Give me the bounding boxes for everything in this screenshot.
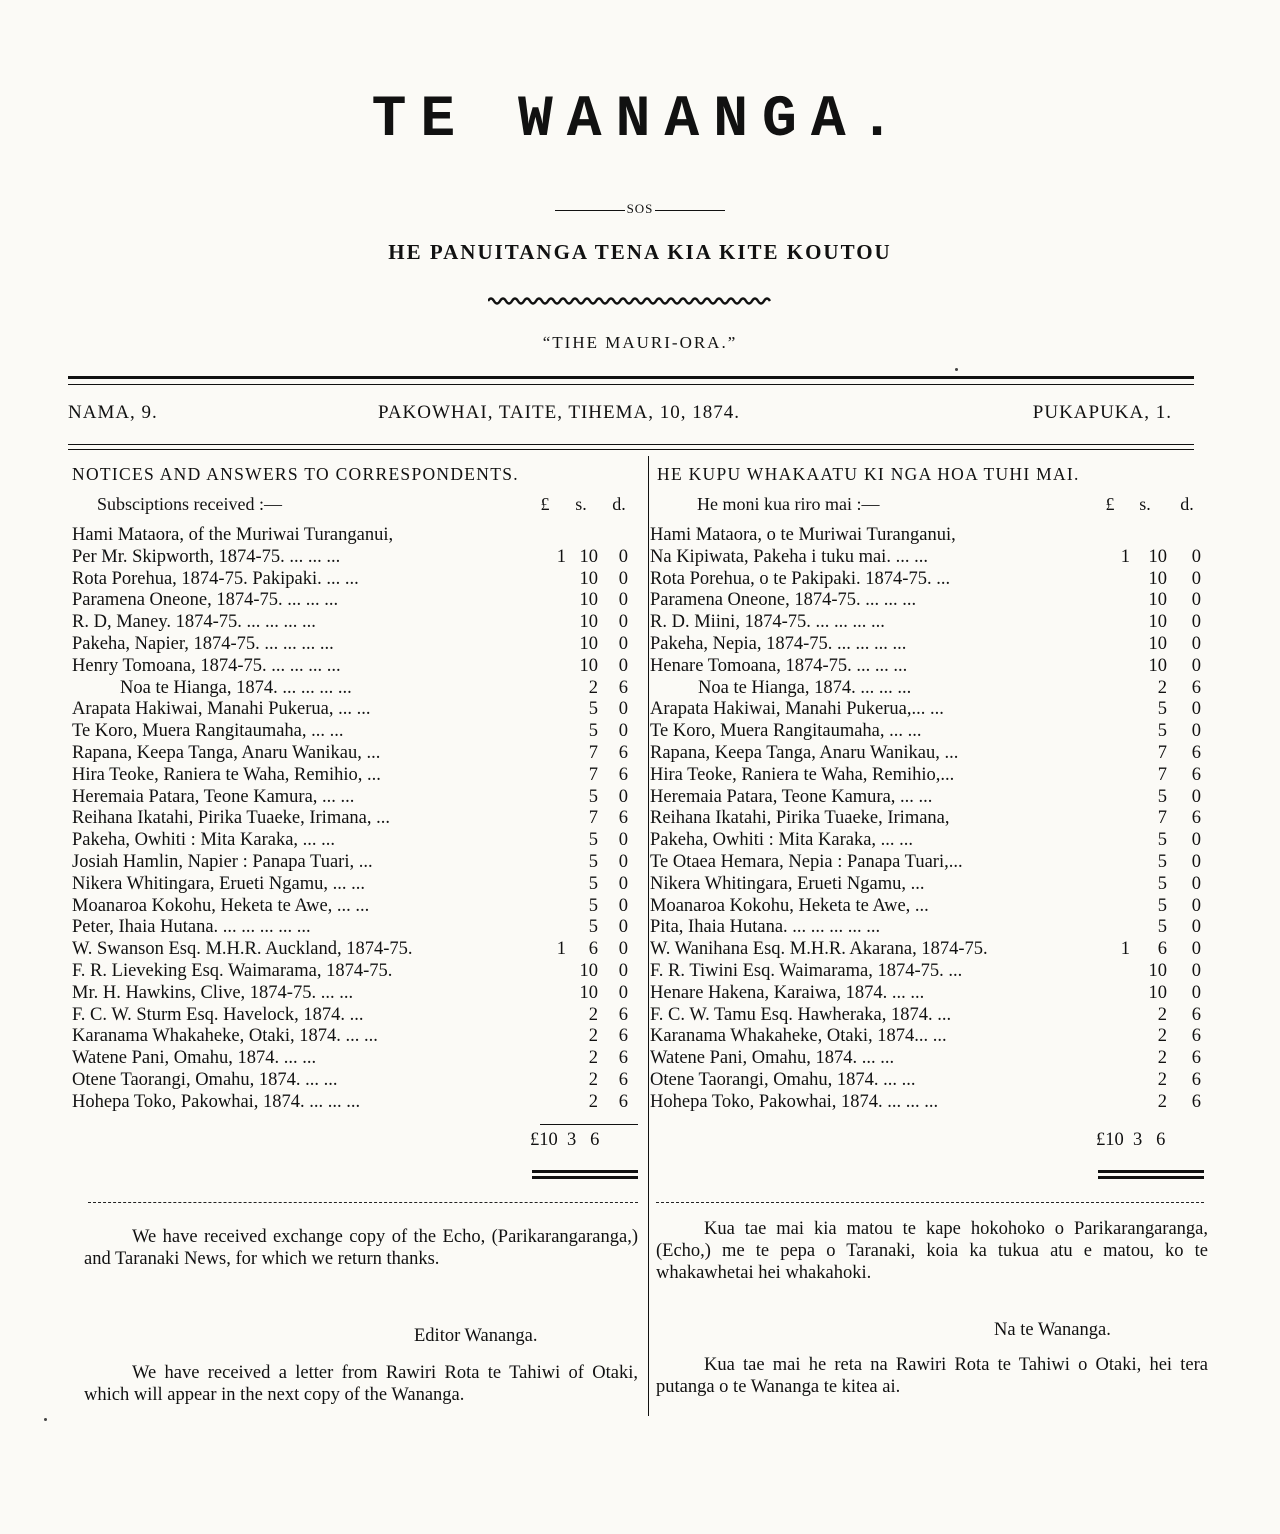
left-ledger-row [72,829,638,851]
amount-shillings: 7 [588,764,598,785]
subscriber-name: Peter, Ihaia Hutana. ... ... ... ... ... [72,917,311,938]
amount-pence: 0 [1191,917,1201,938]
amount-pence: 6 [618,1070,628,1090]
amount-shillings: 5 [1157,917,1167,938]
subscriber-name: Noa te Hianga, 1874. ... ... ... ... [120,677,352,698]
amount-shillings: 10 [579,546,598,567]
amount-pence: 0 [618,939,628,960]
subscriber-name: Rapana, Keepa Tanga, Anaru Wanikau, ... [650,743,959,763]
subscriber-name: F. C. W. Tamu Esq. Hawheraka, 1874. ... [650,1004,952,1025]
amount-pounds: 1 [1120,546,1130,567]
amount-pence: 0 [1191,721,1201,742]
left-ledger-row [72,851,638,873]
amount-pence: 0 [618,873,628,894]
subscriber-name: Arapata Hakiwai, Manahi Pukerua, ... ... [72,699,371,720]
amount-shillings: 7 [588,808,598,829]
amount-shillings: 10 [1148,568,1167,589]
amount-shillings: 7 [1157,743,1167,763]
amount-shillings: 5 [588,830,598,851]
amount-pence: 6 [618,1091,628,1112]
subscriber-name: Heremaia Patara, Teone Kamura, ... ... [650,786,933,807]
subscriber-name: Na Kipiwata, Pakeha i tuku mai. ... ... [650,546,928,567]
left-ledger-row [72,938,638,960]
subscriber-name: Karanama Whakaheke, Otaki, 1874. ... ... [72,1026,378,1047]
right-ledger-row [650,938,1204,960]
left-total-rule [540,1124,638,1125]
amount-shillings: 6 [588,939,598,960]
subscriber-name: Heremaia Patara, Teone Kamura, ... ... [72,786,355,807]
subscriber-name: R. D, Maney. 1874-75. ... ... ... ... [72,612,316,633]
right-column-heading: HE KUPU WHAKAATU KI NGA HOA TUHI MAI. [657,464,1080,484]
right-ledger-row [650,698,1204,720]
amount-pence: 0 [618,786,628,807]
right-ledger-row [650,764,1204,786]
masthead-title: TE WANANGA. [371,88,909,153]
amount-shillings: 10 [579,612,598,633]
left-ledger-row [72,589,638,611]
amount-pence: 6 [1191,808,1201,829]
right-notice-exchange: Kua tae mai kia matou te kape hokohoko o Parikarangaranga, (Echo,) me te pepa o Taranaki, koia ka tukua atu e matou, ko te whakawhetai hei whakahoki. [656,1219,1208,1283]
subscriber-name: Hami Mataora, o te Muriwai Turanganui, [650,525,956,545]
subscriber-name: R. D. Miini, 1874-75. ... ... ... ... [650,612,885,633]
subscriber-name: Paramena Oneone, 1874-75. ... ... ... [650,590,917,611]
amount-pence: 0 [618,961,628,981]
amount-pounds: 1 [556,546,566,567]
amount-shillings: 5 [1157,721,1167,742]
right-ledger-row [650,786,1204,808]
right-ledger-row [650,1025,1204,1047]
right-total-pence: 6 [1156,1130,1166,1150]
subscriber-name: Otene Taorangi, Omahu, 1874. ... ... [650,1070,916,1090]
left-ledger-row [72,807,638,829]
amount-shillings: 10 [1148,590,1167,611]
amount-pence: 0 [1191,546,1201,567]
subscriber-name: Nikera Whitingara, Erueti Ngamu, ... [650,873,925,894]
subscriber-name: Reihana Ikatahi, Pirika Tuaeke, Irimana, [650,808,950,829]
amount-shillings: 7 [1157,808,1167,829]
amount-shillings: 7 [588,743,598,763]
right-ledger-row [650,611,1204,633]
left-ledger-row [72,895,638,917]
left-ledger-row [72,655,638,677]
right-double-rule [1098,1170,1204,1182]
amount-pence: 0 [618,655,628,676]
left-ledger-row [72,764,638,786]
amount-shillings: 5 [588,917,598,938]
header-rule-thick [68,376,1194,379]
left-ledger-row [72,1025,638,1047]
subscriber-name: Hohepa Toko, Pakowhai, 1874. ... ... ... [72,1091,361,1112]
amount-shillings: 5 [588,699,598,720]
amount-pence: 6 [1191,1026,1201,1047]
amount-pence: 0 [1191,895,1201,916]
right-ledger-row [650,895,1204,917]
amount-pence: 0 [618,568,628,589]
amount-pence: 0 [618,982,628,1003]
left-dashed-rule [88,1202,638,1203]
amount-shillings: 2 [588,1048,598,1069]
amount-pence: 0 [1191,873,1201,894]
amount-pence: 0 [618,830,628,851]
amount-pence: 6 [1191,1091,1201,1112]
right-dashed-rule [656,1202,1204,1203]
right-ledger-row [650,633,1204,655]
left-ledger-row [72,677,638,699]
amount-pence: 0 [1191,852,1201,872]
left-ledger-row [72,546,638,568]
divider-rule-left [555,210,625,211]
amount-shillings: 10 [579,961,598,981]
subscriber-name: Reihana Ikatahi, Pirika Tuaeke, Irimana, ... [72,808,391,829]
subscriber-name: Rota Porehua, o te Pakipaki. 1874-75. ... [650,568,951,589]
subscriber-name: Arapata Hakiwai, Manahi Pukerua,... ... [650,699,944,720]
subtitle: HE PANUITANGA TENA KIA KITE KOUTOU [388,240,892,264]
amount-shillings: 5 [1157,852,1167,872]
amount-pence: 0 [618,721,628,742]
subscriber-name: Pakeha, Nepia, 1874-75. ... ... ... ... [650,634,907,654]
amount-pence: 0 [618,852,628,872]
left-ledger-row [72,916,638,938]
right-ledger-row [650,546,1204,568]
amount-shillings: 5 [1157,699,1167,720]
amount-pence: 6 [618,1004,628,1025]
left-ledger-row [72,524,638,546]
right-ledger-row [650,982,1204,1004]
amount-pence: 6 [618,1026,628,1047]
subscriber-name: F. C. W. Sturm Esq. Havelock, 1874. ... [72,1004,364,1025]
subscriber-name: Per Mr. Skipworth, 1874-75. ... ... ... [72,546,341,567]
amount-shillings: 10 [1148,634,1167,654]
column-divider [648,456,649,1416]
right-ledger-row [650,851,1204,873]
ornamental-divider [0,201,1280,217]
right-ledger-row [650,677,1204,699]
amount-shillings: 5 [1157,786,1167,807]
subscriber-name: Noa te Hianga, 1874. ... ... ... [698,677,912,698]
amount-shillings: 10 [579,634,598,654]
right-notice-letter: Kua tae mai he reta na Rawiri Rota te Tahiwi o Otaki, hei tera putanga o te Wananga te kitea ai. [656,1355,1208,1397]
right-total-pounds: £10 [1096,1130,1124,1150]
left-total [530,1130,599,1151]
motto: “TIHE MAURI-ORA.” [542,333,738,352]
amount-shillings: 2 [588,1070,598,1090]
amount-shillings: 5 [588,873,598,894]
left-total-pence: 6 [590,1130,600,1150]
left-ledger-row [72,1091,638,1113]
left-ledger-row [72,786,638,808]
left-notice-letter: We have received a letter from Rawiri Rota te Tahiwi of Otaki, which will appear in the next copy of the Wananga. [84,1363,638,1405]
amount-shillings: 10 [579,590,598,611]
subscriber-name: Nikera Whitingara, Erueti Ngamu, ... ... [72,873,366,894]
right-ledger-row [650,1069,1204,1091]
subscriber-name: Watene Pani, Omahu, 1874. ... ... [72,1048,317,1069]
amount-shillings: 2 [588,677,598,698]
subscriber-name: Te Koro, Muera Rangitaumaha, ... ... [650,721,922,742]
subscriber-name: Rapana, Keepa Tanga, Anaru Wanikau, ... [72,743,381,763]
header-rule-thin [68,384,1194,385]
amount-shillings: 5 [588,721,598,742]
subscriber-name: Rota Porehua, 1874-75. Pakipaki. ... ... [72,568,359,589]
divider-rule-right [655,210,725,211]
amount-shillings: 5 [588,895,598,916]
subscriber-name: Pita, Ihaia Hutana. ... ... ... ... ... [650,917,881,938]
amount-shillings: 5 [1157,830,1167,851]
subscriber-name: Mr. H. Hawkins, Clive, 1874-75. ... ... [72,982,354,1003]
amount-shillings: 5 [588,852,598,872]
right-signature: Na te Wananga. [994,1320,1111,1340]
subscriber-name: Te Koro, Muera Rangitaumaha, ... ... [72,721,344,742]
amount-shillings: 10 [1148,546,1167,567]
amount-pence: 6 [1191,743,1201,763]
amount-pence: 6 [1191,1048,1201,1069]
amount-shillings: 10 [1148,982,1167,1003]
amount-shillings: 10 [579,568,598,589]
amount-shillings: 7 [1157,764,1167,785]
amount-pence: 0 [1191,655,1201,676]
left-total-pounds: £10 [530,1130,558,1150]
right-shilling-header: s. [1139,494,1151,514]
wavy-ornament [488,296,774,306]
subscriber-name: F. R. Lieveking Esq. Waimarama, 1874-75. [72,961,393,981]
subscriber-name: Hira Teoke, Raniera te Waha, Remihio, ... [72,764,381,785]
dateline-rule-1 [68,444,1194,445]
subscriber-name: F. R. Tiwini Esq. Waimarama, 1874-75. ... [650,961,963,981]
subscriber-name: Otene Taorangi, Omahu, 1874. ... ... [72,1070,338,1090]
left-ledger-row [72,873,638,895]
amount-pence: 0 [618,917,628,938]
right-pound-header: £ [1105,494,1115,514]
subscriber-name: Paramena Oneone, 1874-75. ... ... ... [72,590,339,611]
left-ledger-row [72,1069,638,1091]
left-notice-exchange: We have received exchange copy of the Echo, (Parikarangaranga,) and Taranaki News, for which we return thanks. [84,1227,638,1269]
right-ledger-row [650,1004,1204,1026]
amount-shillings: 2 [588,1026,598,1047]
right-total [1096,1130,1165,1151]
amount-pence: 0 [1191,830,1201,851]
right-ledger-row [650,829,1204,851]
right-ledger-row [650,524,1204,546]
amount-shillings: 2 [588,1004,598,1025]
subscriber-name: Pakeha, Napier, 1874-75. ... ... ... ... [72,634,334,654]
right-ledger-row [650,1047,1204,1069]
amount-pence: 0 [1191,634,1201,654]
right-ledger-row [650,873,1204,895]
amount-pence: 6 [1191,764,1201,785]
amount-shillings: 10 [1148,655,1167,676]
issue-number: NAMA, 9. [68,402,158,423]
subscriber-name: W. Swanson Esq. M.H.R. Auckland, 1874-75. [72,939,413,960]
amount-shillings: 10 [579,655,598,676]
amount-shillings: 10 [579,982,598,1003]
amount-pence: 0 [1191,982,1201,1003]
amount-pence: 0 [1191,590,1201,611]
left-ledger-row [72,1004,638,1026]
left-double-rule [532,1170,638,1182]
amount-pence: 0 [1191,961,1201,981]
amount-shillings: 2 [1157,1048,1167,1069]
amount-pence: 6 [618,677,628,698]
left-column-heading: NOTICES AND ANSWERS TO CORRESPONDENTS. [72,464,519,484]
right-ledger-row [650,960,1204,982]
amount-pence: 0 [1191,939,1201,960]
left-ledger-row [72,611,638,633]
left-pound-header: £ [540,494,550,514]
amount-pence: 0 [618,634,628,654]
left-total-shillings: 3 [567,1130,577,1150]
print-speck [955,368,958,371]
left-ledger-row [72,633,638,655]
right-total-shillings: 3 [1133,1130,1143,1150]
amount-pence: 6 [1191,677,1201,698]
subscriber-name: Hohepa Toko, Pakowhai, 1874. ... ... ... [650,1091,939,1112]
left-pence-header: d. [612,494,626,514]
subscriber-name: Henare Hakena, Karaiwa, 1874. ... ... [650,982,925,1003]
right-subheading: He moni kua riro mai :— [697,494,880,514]
dateline-rule-2 [68,449,1194,450]
left-ledger-row [72,960,638,982]
subscriber-name: Hira Teoke, Raniera te Waha, Remihio,... [650,764,955,785]
amount-shillings: 2 [1157,1091,1167,1112]
subscriber-name: W. Wanihana Esq. M.H.R. Akarana, 1874-75. [650,939,988,960]
subscriber-name: Watene Pani, Omahu, 1874. ... ... [650,1048,895,1069]
right-ledger-row [650,589,1204,611]
right-pence-header: d. [1180,494,1194,514]
amount-pence: 6 [1191,1070,1201,1090]
left-ledger-row [72,720,638,742]
amount-pence: 0 [1191,612,1201,633]
amount-pence: 0 [1191,699,1201,720]
amount-pence: 0 [618,612,628,633]
amount-shillings: 5 [1157,873,1167,894]
subscriber-name: Karanama Whakaheke, Otaki, 1874... ... [650,1026,947,1047]
amount-shillings: 5 [588,786,598,807]
amount-shillings: 2 [1157,1004,1167,1025]
left-signature: Editor Wananga. [414,1326,538,1346]
amount-pence: 0 [618,699,628,720]
right-ledger-row [650,742,1204,764]
subscriber-name: Moanaroa Kokohu, Heketa te Awe, ... ... [72,895,370,916]
amount-shillings: 2 [1157,1026,1167,1047]
volume-number: PUKAPUKA, 1. [1032,402,1172,423]
left-ledger-row [72,982,638,1004]
subscriber-name: Pakeha, Owhiti : Mita Karaka, ... ... [72,830,336,851]
amount-shillings: 10 [1148,612,1167,633]
subscriber-name: Te Otaea Hemara, Nepia : Panapa Tuari,... [650,852,963,872]
amount-shillings: 5 [1157,895,1167,916]
subscriber-name: Hami Mataora, of the Muriwai Turanganui, [72,525,394,545]
left-ledger-row [72,698,638,720]
amount-pounds: 1 [556,939,566,960]
amount-shillings: 2 [1157,677,1167,698]
subscriber-name: Josiah Hamlin, Napier : Panapa Tuari, ... [72,852,373,872]
amount-pence: 0 [618,590,628,611]
amount-pence: 6 [618,808,628,829]
right-ledger-row [650,655,1204,677]
subscriber-name: Pakeha, Owhiti : Mita Karaka, ... ... [650,830,914,851]
amount-pence: 6 [618,764,628,785]
left-subheading: Subsciptions received :— [97,494,282,514]
amount-pounds: 1 [1120,939,1130,960]
subscriber-name: Henare Tomoana, 1874-75. ... ... ... [650,655,908,676]
amount-shillings: 2 [1157,1070,1167,1090]
amount-pence: 0 [1191,786,1201,807]
amount-pence: 0 [618,546,628,567]
right-ledger-row [650,916,1204,938]
left-shilling-header: s. [575,494,587,514]
subscriber-name: Moanaroa Kokohu, Heketa te Awe, ... [650,895,929,916]
amount-shillings: 2 [588,1091,598,1112]
left-ledger-row [72,568,638,590]
right-ledger-row [650,807,1204,829]
left-ledger-row [72,1047,638,1069]
amount-shillings: 6 [1157,939,1167,960]
left-ledger-row [72,742,638,764]
amount-pence: 0 [1191,568,1201,589]
print-speck [44,1418,47,1421]
right-ledger-row [650,1091,1204,1113]
divider-text: SOS [626,201,654,216]
place-and-date: PAKOWHAI, TAITE, TIHEMA, 10, 1874. [378,402,740,423]
amount-pence: 6 [1191,1004,1201,1025]
amount-shillings: 10 [1148,961,1167,981]
amount-pence: 6 [618,1048,628,1069]
right-ledger-row [650,568,1204,590]
right-ledger-row [650,720,1204,742]
amount-pence: 6 [618,743,628,763]
amount-pence: 0 [618,895,628,916]
subscriber-name: Henry Tomoana, 1874-75. ... ... ... ... [72,655,341,676]
